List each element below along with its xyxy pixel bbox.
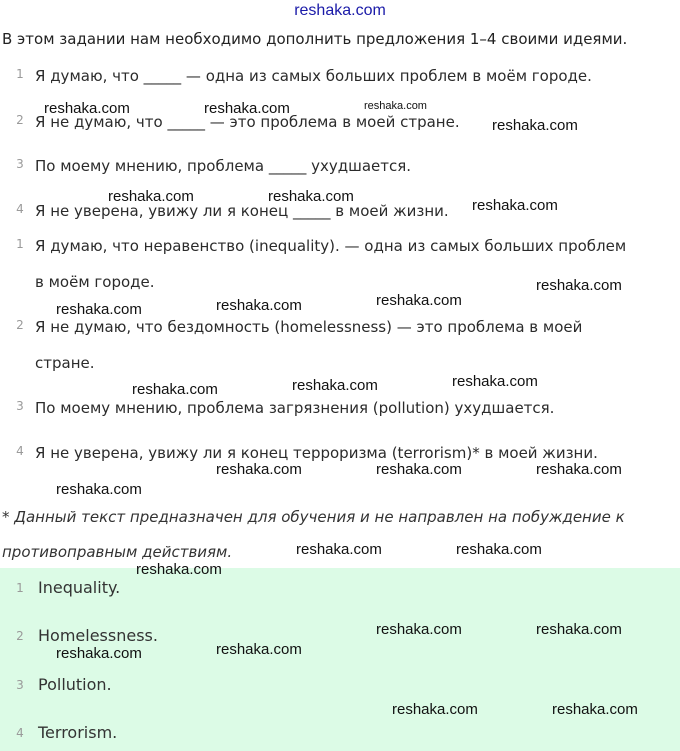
watermark: reshaka.com: [216, 641, 302, 658]
watermark: reshaka.com: [136, 561, 222, 578]
watermark: reshaka.com: [132, 381, 218, 398]
watermark: reshaka.com: [56, 301, 142, 318]
completed-text: По моему мнению, проблема загрязнения (pollution) ухудшается.: [35, 399, 555, 417]
completed-text: Я думаю, что неравенство (inequality). — одна из самых больших проблем: [35, 237, 627, 255]
completed-text-continued: стране.: [35, 354, 95, 372]
watermark: reshaka.com: [472, 197, 558, 214]
site-title[interactable]: reshaka.com: [294, 2, 386, 19]
answer-text: Terrorism.: [38, 723, 118, 742]
prompt-number: 3: [16, 157, 24, 171]
watermark: reshaka.com: [376, 621, 462, 638]
completed-number: 1: [16, 237, 24, 251]
watermark: reshaka.com: [536, 461, 622, 478]
watermark: reshaka.com: [492, 117, 578, 134]
answer-text: Pollution.: [38, 675, 112, 694]
prompt-number: 2: [16, 113, 24, 127]
watermark: reshaka.com: [536, 621, 622, 638]
watermark: reshaka.com: [536, 277, 622, 294]
completed-text: Я не думаю, что бездомность (homelessness) — это проблема в моей: [35, 318, 583, 336]
answer-text: Homelessness.: [38, 626, 158, 645]
prompt-text: Я не думаю, что _____ — это проблема в моей стране.: [35, 113, 460, 131]
watermark: reshaka.com: [376, 461, 462, 478]
prompt-number: 1: [16, 67, 24, 81]
watermark: reshaka.com: [268, 188, 354, 205]
watermark: reshaka.com: [56, 645, 142, 662]
watermark: reshaka.com: [392, 701, 478, 718]
watermark: reshaka.com: [452, 373, 538, 390]
completed-number: 2: [16, 318, 24, 332]
answer-text: Inequality.: [38, 578, 121, 597]
completed-number: 3: [16, 399, 24, 413]
answer-number: 1: [16, 581, 24, 595]
watermark: reshaka.com: [108, 188, 194, 205]
task-intro: В этом задании нам необходимо дополнить предложения 1–4 своими идеями.: [2, 30, 628, 48]
watermark: reshaka.com: [44, 100, 130, 117]
prompt-text: По моему мнению, проблема _____ ухудшается.: [35, 157, 412, 175]
completed-text-continued: в моём городе.: [35, 273, 155, 291]
watermark: reshaka.com: [364, 100, 427, 112]
watermark: reshaka.com: [552, 701, 638, 718]
watermark: reshaka.com: [292, 377, 378, 394]
completed-number: 4: [16, 444, 24, 458]
disclaimer-line-1: * Данный текст предназначен для обучения и не направлен на побуждение к: [2, 508, 625, 526]
watermark: reshaka.com: [376, 292, 462, 309]
prompt-text: Я не уверена, увижу ли я конец _____ в моей жизни.: [35, 202, 449, 220]
answer-number: 2: [16, 629, 24, 643]
watermark: reshaka.com: [216, 297, 302, 314]
answer-number: 3: [16, 678, 24, 692]
prompt-number: 4: [16, 202, 24, 216]
watermark: reshaka.com: [216, 461, 302, 478]
watermark: reshaka.com: [296, 541, 382, 558]
watermark: reshaka.com: [204, 100, 290, 117]
completed-text: Я не уверена, увижу ли я конец терроризма (terrorism)* в моей жизни.: [35, 444, 598, 462]
answer-number: 4: [16, 726, 24, 740]
watermark: reshaka.com: [56, 481, 142, 498]
prompt-text: Я думаю, что _____ — одна из самых больших проблем в моём городе.: [35, 67, 592, 85]
watermark: reshaka.com: [456, 541, 542, 558]
disclaimer-line-2: противоправным действиям.: [2, 543, 233, 561]
